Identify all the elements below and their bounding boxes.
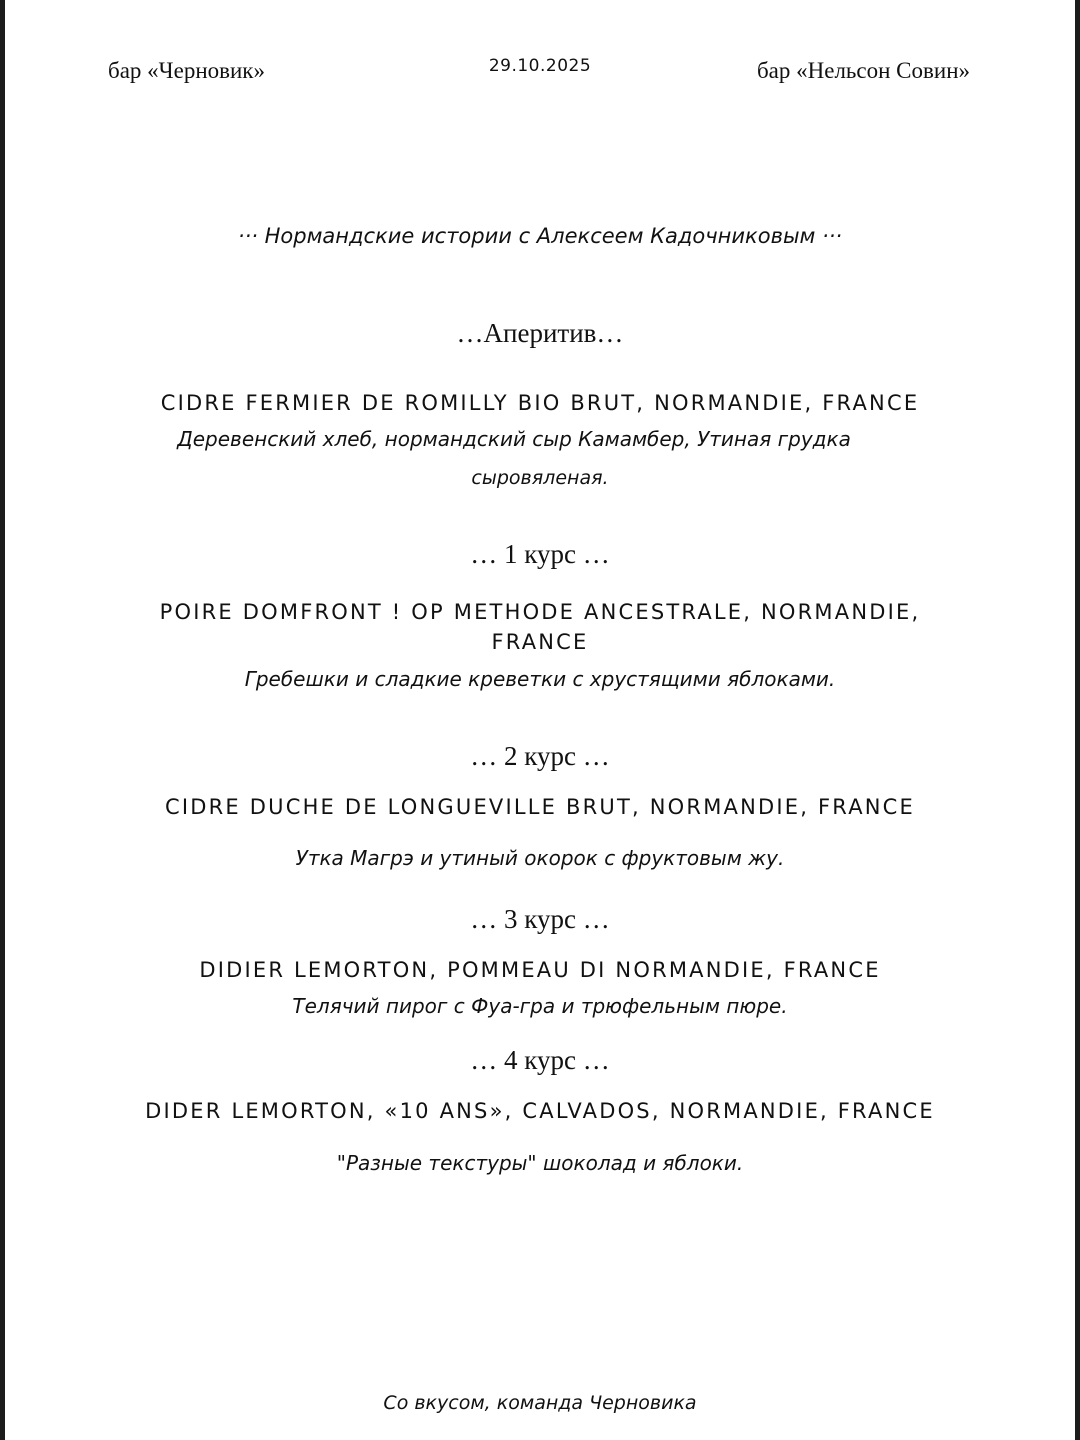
course2-heading: … 2 курс … (470, 741, 610, 771)
footer-signature: Со вкусом, команда Черновика (383, 1392, 697, 1414)
course1-wine-line2: FRANCE (491, 630, 589, 654)
course3-wine: DIDIER LEMORTON, POMMEAU DI NORMANDIE, FRANCE (199, 958, 881, 982)
header (0, 56, 1080, 96)
page-border-left (0, 0, 5, 1440)
course3-heading: … 3 курс … (470, 904, 610, 934)
event-date: 29.10.2025 (488, 56, 592, 76)
course3-dish: Телячий пирог с Фуа-гра и трюфельным пюре. (292, 994, 788, 1018)
bar-left-name: бар «Черновик» (108, 58, 265, 83)
course4-dish: "Разные текстуры" шоколад и яблоки. (336, 1151, 744, 1175)
course1-wine-line1: POIRE DOMFRONT ! OP METHODE ANCESTRALE, NORMANDIE, (159, 600, 921, 624)
course4-wine: DIDER LEMORTON, «10 ANS», CALVADOS, NORMANDIE, FRANCE (145, 1099, 935, 1123)
course1-heading: … 1 курс … (470, 539, 610, 569)
aperitif-wine: CIDRE FERMIER DE ROMILLY BIO BRUT, NORMANDIE, FRANCE (160, 391, 920, 415)
bar-right-name: бар «Нельсон Совин» (756, 58, 970, 83)
event-title: ··· Нормандские истории с Алексеем Кадочниковым ··· (237, 224, 843, 248)
aperitif-dish-line1: Деревенский хлеб, нормандский сыр Камамбер, Утиная грудка (177, 427, 851, 451)
aperitif-heading: …Аперитив… (456, 318, 624, 348)
course1-dish: Гребешки и сладкие креветки с хрустящими яблоками. (244, 667, 836, 691)
course2-dish: Утка Магрэ и утиный окорок с фруктовым жу. (295, 846, 785, 870)
course4-heading: … 4 курс … (470, 1045, 610, 1075)
course2-wine: CIDRE DUCHE DE LONGUEVILLE BRUT, NORMANDIE, FRANCE (165, 795, 915, 819)
aperitif-dish-line2: сыровяленая. (471, 467, 609, 489)
page-border-right (1075, 0, 1080, 1440)
